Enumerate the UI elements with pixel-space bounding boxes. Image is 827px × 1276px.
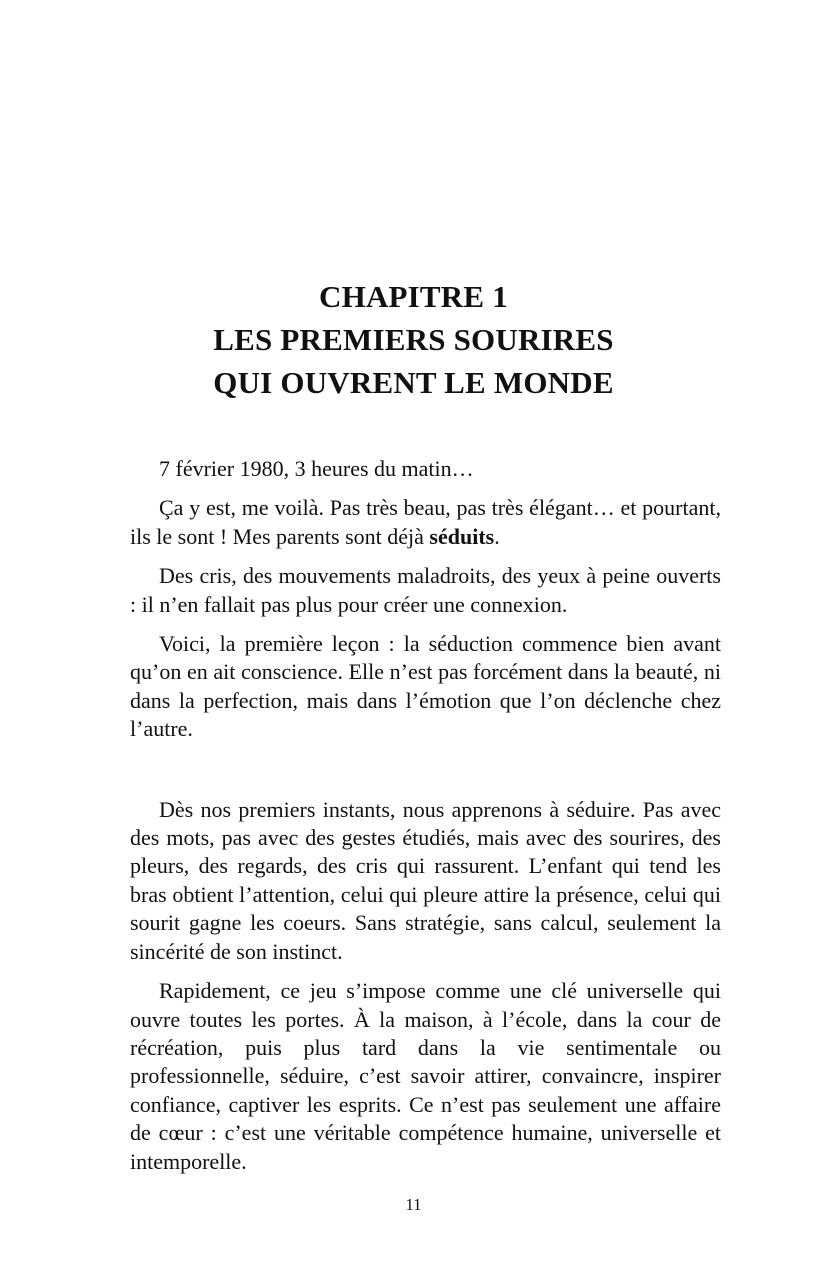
paragraph-first-instants: Dès nos premiers instants, nous apprenons à séduire. Pas avec des mots, pas avec des gestes étudiés, mais avec des sourires, des pleurs, des regards, des cris qui rassurent. L’enfant qui tend les bras obtient l’attention, celui qui pleure attire la présence, celui qui sourit gagne les coeurs. Sans stratégie, sans calcul, seulement la sincérité de son instinct. xyxy=(130,796,721,964)
paragraph-date: 7 février 1980, 3 heures du matin… xyxy=(159,456,474,481)
chapter-number: CHAPITRE 1 xyxy=(319,278,508,314)
chapter-title-line-1: LES PREMIERS SOURIRES xyxy=(213,321,614,357)
paragraph-birth xyxy=(130,494,721,551)
chapter-title-line-2: QUI OUVRENT LE MONDE xyxy=(213,364,614,400)
paragraph-connection: Des cris, des mouvements maladroits, des yeux à peine ouverts : il n’en fallait pas plus pour créer une connexion. xyxy=(130,563,721,617)
paragraph-first-lesson: Voici, la première leçon : la séduction commence bien avant qu’on en ait conscience. Elle n’est pas forcément dans la beauté, ni dans la perfection, mais dans l’émotion que l’on déclenche chez l’autre. xyxy=(130,631,721,742)
page-number: 11 xyxy=(405,1195,422,1214)
paragraph-universal-key: Rapidement, ce jeu s’impose comme une clé universelle qui ouvre toutes les portes. À la maison, à l’école, dans la cour de récréation, puis plus tard dans la vie sentimentale ou professionnelle, séduire, c’est savoir attirer, convaincre, inspirer confiance, captiver les esprits. Ce n’est pas seulement une affaire de cœur : c’est une véritable compétence humaine, universelle et intemporelle. xyxy=(130,978,721,1174)
emphasis-seduits: séduits xyxy=(429,523,495,549)
paragraph-birth-end: . xyxy=(494,523,500,549)
chapter-heading xyxy=(0,275,827,404)
chapter-body xyxy=(130,455,721,1176)
paragraph-birth-text: Ça y est, me voilà. Pas très beau, pas très élégant… et pourtant, ils le sont ! Mes parents sont déjà xyxy=(130,495,721,549)
